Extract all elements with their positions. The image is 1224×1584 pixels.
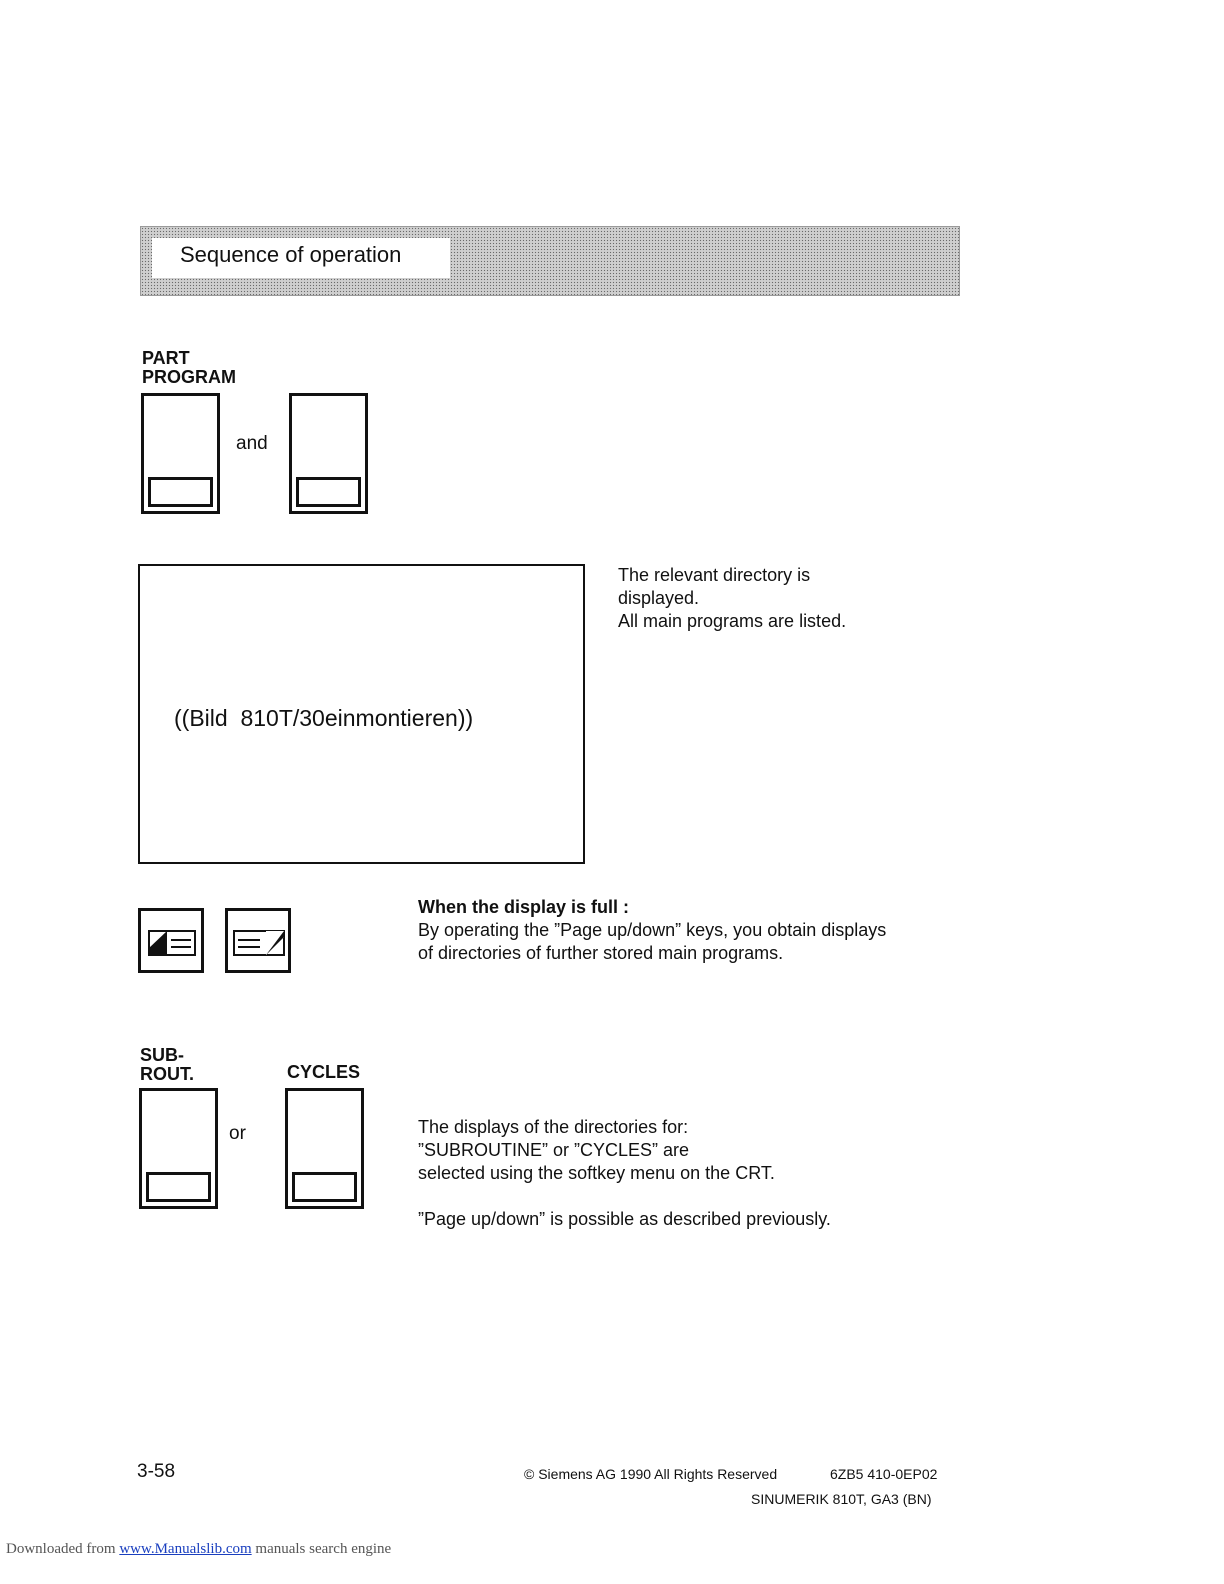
- or-conjunction: or: [229, 1123, 246, 1144]
- page-up-key[interactable]: [138, 908, 204, 973]
- directory-description-line: All main programs are listed.: [618, 611, 847, 631]
- directory-description-line: displayed.: [618, 588, 700, 608]
- part-program-label: [142, 349, 236, 387]
- page-down-key[interactable]: [225, 908, 291, 973]
- display-full-section: [418, 896, 886, 965]
- page-number: 3-58: [137, 1461, 176, 1482]
- page-up-icon: [141, 911, 201, 970]
- subroutine-label-line1: SUB-: [140, 1045, 184, 1065]
- directories-description: [418, 1116, 775, 1185]
- and-conjunction: and: [236, 433, 268, 454]
- copyright-notice: © Siemens AG 1990 All Rights Reserved: [524, 1466, 778, 1482]
- cycles-key[interactable]: [285, 1088, 364, 1209]
- screen-image-placeholder: ((Bild 810T/30einmontieren)): [174, 705, 474, 731]
- page-down-icon: [228, 911, 288, 970]
- directories-description-line: selected using the softkey menu on the CRT.: [418, 1163, 775, 1183]
- directory-description-line: The relevant directory is: [618, 565, 811, 585]
- part-program-label-line1: PART: [142, 348, 190, 368]
- part-program-key[interactable]: [141, 393, 220, 514]
- cycles-label: CYCLES: [287, 1062, 361, 1082]
- cycles-key-window: [292, 1172, 357, 1202]
- subroutine-label: [140, 1046, 194, 1084]
- directory-description: [618, 564, 846, 633]
- section-title: Sequence of operation: [180, 242, 402, 267]
- subroutine-key-window: [146, 1172, 211, 1202]
- product-name: SINUMERIK 810T, GA3 (BN): [751, 1491, 932, 1507]
- subroutine-key[interactable]: [139, 1088, 218, 1209]
- part-program-label-line2: PROGRAM: [142, 367, 236, 387]
- subroutine-label-line2: ROUT.: [140, 1064, 194, 1084]
- directories-description-line: ”SUBROUTINE” or ”CYCLES” are: [418, 1140, 690, 1160]
- second-key[interactable]: [289, 393, 368, 514]
- display-full-line: By operating the ”Page up/down” keys, you obtain displays: [418, 920, 887, 940]
- page-up-down-note: ”Page up/down” is possible as described previously.: [418, 1209, 831, 1229]
- download-prefix: Downloaded from: [6, 1541, 116, 1557]
- part-program-key-window: [148, 477, 213, 507]
- second-key-window: [296, 477, 361, 507]
- manualslib-link[interactable]: www.Manualslib.com: [119, 1541, 252, 1557]
- download-suffix: manuals search engine: [255, 1541, 392, 1557]
- directories-description-line: The displays of the directories for:: [418, 1117, 689, 1137]
- order-number: 6ZB5 410-0EP02: [830, 1466, 938, 1482]
- display-full-heading: When the display is full :: [418, 897, 630, 917]
- download-source-line: [6, 1541, 391, 1558]
- display-full-line: of directories of further stored main programs.: [418, 943, 784, 963]
